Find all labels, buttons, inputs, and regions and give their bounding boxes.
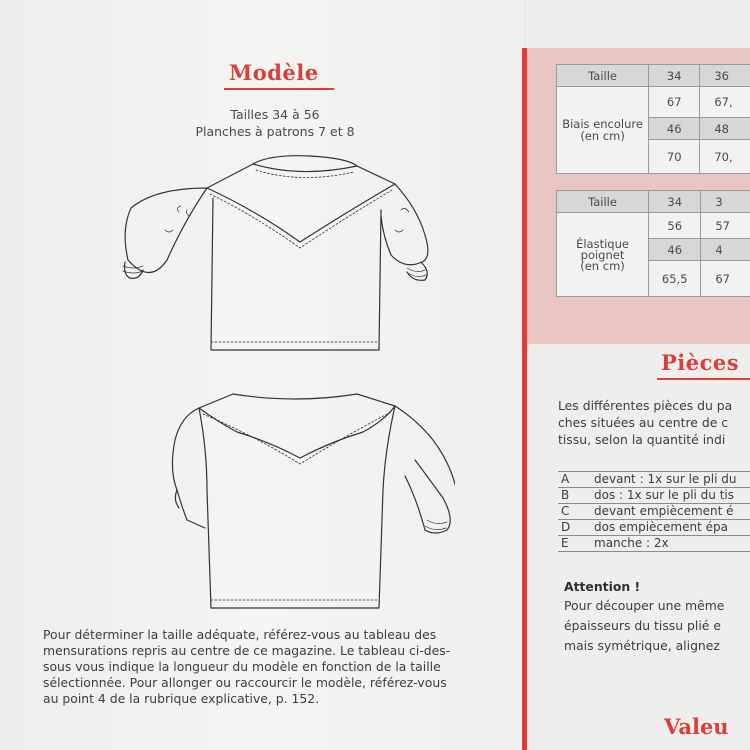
table-cell: 67 [649, 87, 700, 118]
paragraph-line: sous vous indique la longueur du modèle en fonction de la taille [43, 659, 441, 674]
pieces-title-underline [657, 378, 750, 380]
row-label-line: poignet [580, 247, 625, 262]
attention-line: épaisseurs du tissu plié e [564, 618, 721, 633]
paragraph-line: mensurations repris au centre de ce magazine. Le tableau ci-des- [43, 643, 451, 658]
piece-description: dos : 1x sur le pli du tis [594, 488, 734, 502]
table-header-size: Taille [557, 191, 649, 213]
pieces-intro-line: ches situées au centre de c [558, 415, 729, 430]
list-item [558, 520, 750, 536]
table-cell: 48 [700, 118, 750, 140]
front-view-drawing [95, 150, 455, 360]
table-size-cell: 3 [701, 191, 750, 213]
model-title-underline [224, 88, 334, 90]
attention-line: mais symétrique, alignez [564, 638, 720, 653]
back-view-drawing [95, 380, 455, 620]
paragraph-line: au point 4 de la rubrique explicative, p. 152. [43, 691, 320, 706]
piece-description: devant : 1x sur le pli du [594, 472, 737, 486]
piece-description: manche : 2x [594, 536, 669, 550]
table-cell: 65,5 [649, 261, 701, 297]
piece-letter: E [561, 536, 569, 550]
pieces-title: Pièces [661, 350, 740, 375]
table-row-label [557, 87, 649, 174]
table-cell: 56 [649, 213, 701, 239]
list-item [558, 504, 750, 520]
table-header-size: Taille [557, 65, 649, 87]
attention-title: Attention ! [564, 579, 641, 594]
piece-description: devant empiècement é [594, 504, 734, 518]
table-cell: 70, [700, 140, 750, 174]
table-cell: 4 [701, 239, 750, 261]
pieces-intro-line: tissu, selon la quantité indi [558, 432, 726, 447]
table-row-label [557, 213, 649, 297]
piece-letter: A [561, 472, 570, 486]
table-cell: 57 [701, 213, 750, 239]
table-cell: 70 [649, 140, 700, 174]
row-label-line: (en cm) [580, 258, 625, 273]
piece-letter: D [561, 520, 571, 534]
planches-text: Planches à patrons 7 et 8 [195, 124, 355, 139]
piece-description: dos empiècement épa [594, 520, 728, 534]
pieces-list [558, 471, 750, 552]
table-size-cell: 34 [649, 65, 700, 87]
table-size-cell: 34 [649, 191, 701, 213]
model-title: Modèle [229, 60, 319, 85]
wrist-elastic-table [556, 190, 750, 297]
list-item [558, 488, 750, 504]
values-title: Valeu [664, 714, 729, 739]
sizes-text: Tailles 34 à 56 [230, 107, 320, 122]
table-cell: 46 [649, 239, 701, 261]
list-item [558, 536, 750, 552]
size-instructions [43, 627, 513, 707]
paragraph-line: sélectionnée. Pour allonger ou raccourcir le modèle, référez-vous [43, 675, 447, 690]
row-label-line: Biais encolure [562, 117, 643, 131]
bias-neckline-table [556, 64, 750, 174]
table-cell: 67, [700, 87, 750, 118]
list-item [558, 471, 750, 488]
piece-letter: B [561, 488, 570, 502]
red-divider [522, 48, 527, 750]
row-label-line: Élastique [576, 236, 629, 251]
table-size-cell: 36 [700, 65, 750, 87]
piece-letter: C [561, 504, 570, 518]
row-label-line: (en cm) [580, 129, 625, 143]
table-cell: 46 [649, 118, 700, 140]
attention-line: Pour découper une même [564, 598, 725, 613]
paragraph-line: Pour déterminer la taille adéquate, référez-vous au tableau des [43, 627, 437, 642]
table-cell: 67 [701, 261, 750, 297]
pieces-intro-line: Les différentes pièces du pa [558, 398, 733, 413]
